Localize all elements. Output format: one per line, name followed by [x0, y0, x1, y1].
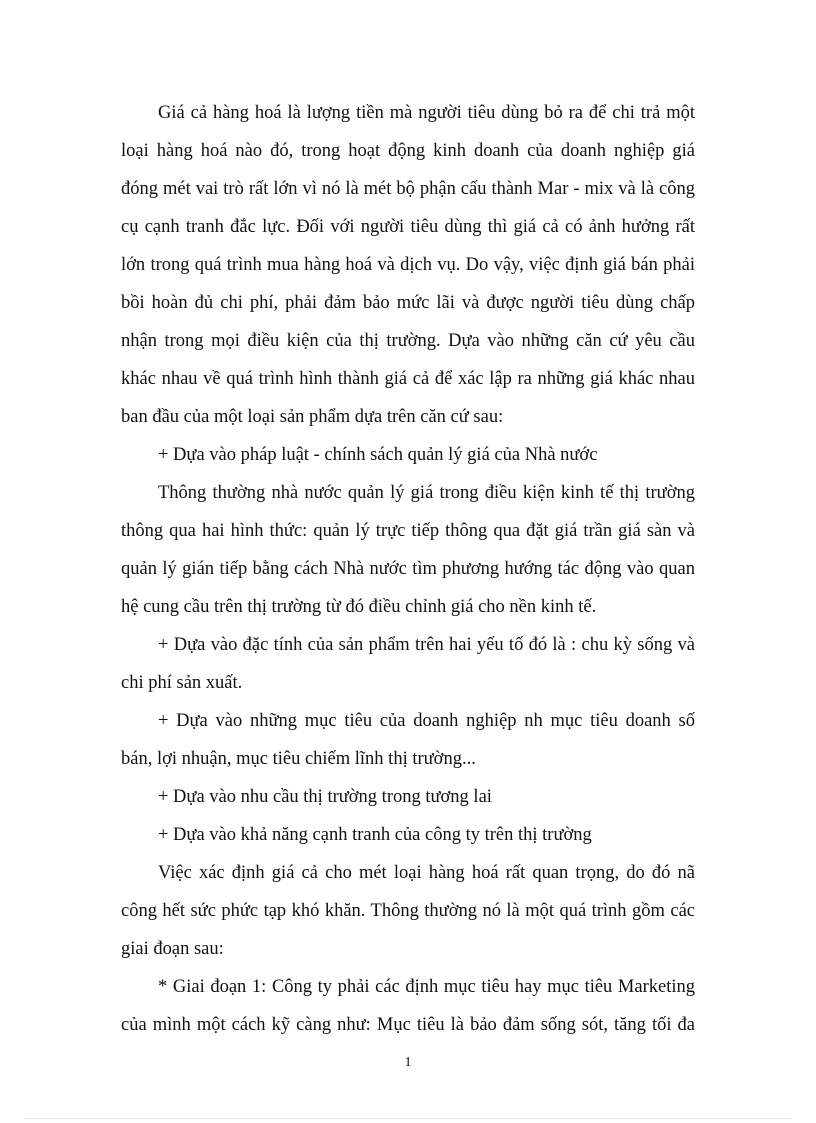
text-line: thông qua hai hình thức: quản lý trực tiếp thông qua đặt giá trần giá sàn và: [121, 521, 695, 541]
text-line: cụ cạnh tranh đắc lực. Đối với người tiêu dùng thì giá cả có ảnh hưởng rất: [121, 217, 695, 237]
text-line: công hết sức phức tạp khó khăn. Thông thường nó là một quá trình gồm các: [121, 901, 695, 921]
text-line: loại hàng hoá nào đó, trong hoạt động kinh doanh của doanh nghiệp giá: [121, 141, 695, 161]
text-line: đóng mét vai trò rất lớn vì nó là mét bộ phận cấu thành Mar - mix và là công: [121, 179, 695, 199]
page-number: 1: [404, 1055, 412, 1070]
text-line: bồi hoàn đủ chi phí, phải đảm bảo mức lãi và được người tiêu dùng chấp: [121, 293, 695, 313]
page-bottom-rule: [24, 1118, 792, 1119]
bullet-line: + Dựa vào khả năng cạnh tranh của công ty trên thị trường: [158, 825, 592, 845]
bullet-line: * Giai đoạn 1: Công ty phải các định mục tiêu hay mục tiêu Marketing: [158, 977, 695, 997]
text-line: quản lý gián tiếp bằng cách Nhà nước tìm phương hướng tác động vào quan: [121, 559, 695, 579]
text-line: Thông thường nhà nước quản lý giá trong điều kiện kinh tế thị trường: [158, 483, 695, 503]
text-line: lớn trong quá trình mua hàng hoá và dịch vụ. Do vậy, việc định giá bán phải: [121, 255, 695, 275]
text-line: của mình một cách kỹ càng như: Mục tiêu là bảo đảm sống sót, tăng tối đa: [121, 1015, 695, 1035]
text-line: Giá cả hàng hoá là lượng tiền mà người tiêu dùng bỏ ra để chi trả một: [158, 103, 695, 123]
bullet-line: + Dựa vào pháp luật - chính sách quản lý giá của Nhà nước: [158, 445, 598, 465]
text-line: chi phí sản xuất.: [121, 673, 243, 693]
bullet-line: + Dựa vào nhu cầu thị trường trong tương lai: [158, 787, 492, 807]
text-line: ban đầu của một loại sản phẩm dựa trên căn cứ sau:: [121, 407, 504, 427]
bullet-line: + Dựa vào đặc tính của sản phẩm trên hai yếu tố đó là : chu kỳ sống và: [158, 635, 695, 655]
text-line: giai đoạn sau:: [121, 939, 224, 959]
bullet-line: + Dựa vào những mục tiêu của doanh nghiệp nh mục tiêu doanh số: [158, 711, 695, 731]
text-line: Việc xác định giá cả cho mét loại hàng hoá rất quan trọng, do đó nã: [158, 863, 695, 883]
text-line: hệ cung cầu trên thị trường từ đó điều chỉnh giá cho nền kinh tế.: [121, 597, 597, 617]
text-line: bán, lợi nhuận, mục tiêu chiếm lĩnh thị trường...: [121, 749, 476, 769]
text-line: nhận trong mọi điều kiện của thị trường. Dựa vào những căn cứ yêu cầu: [121, 331, 695, 351]
text-line: khác nhau về quá trình hình thành giá cả để xác lập ra những giá khác nhau: [121, 369, 695, 389]
